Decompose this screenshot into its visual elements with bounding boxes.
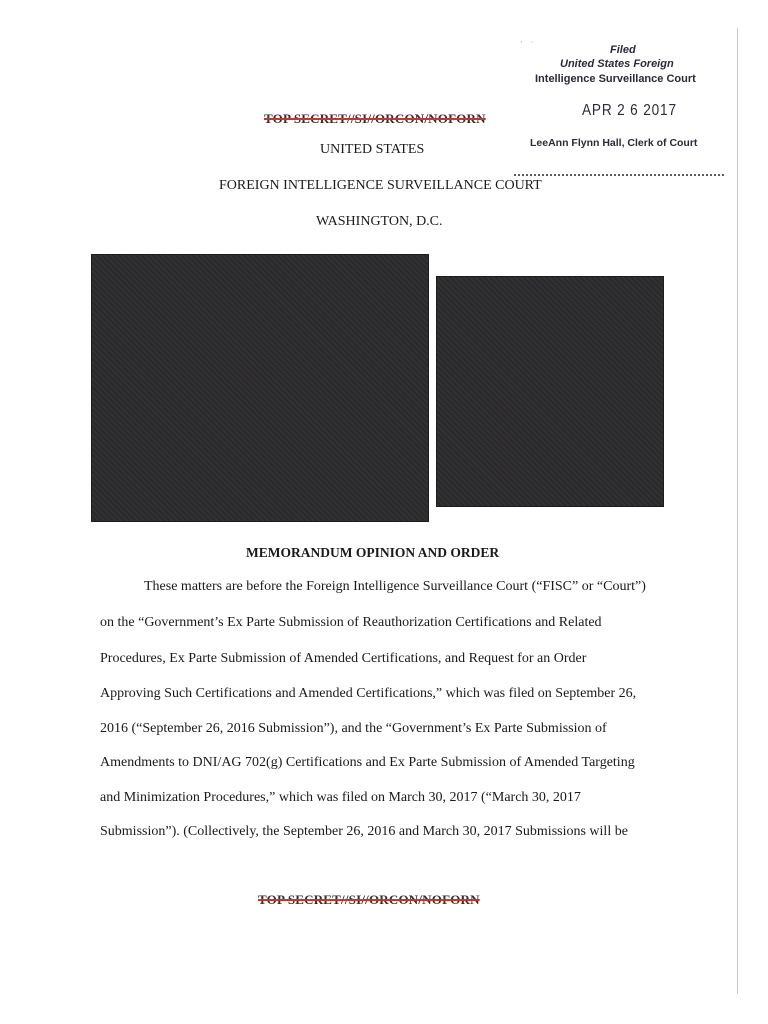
body-line: on the “Government’s Ex Parte Submission of Reauthorization Certifications and Related — [100, 615, 602, 630]
stamp-court-line1: United States Foreign — [560, 58, 674, 70]
body-line: Approving Such Certifications and Amended Certifications,” which was filed on September 26, — [100, 686, 637, 701]
body-line: Submission”). (Collectively, the September 26, 2016 and March 30, 2017 Submissions will be — [100, 824, 628, 839]
stamp-clerk: LeeAnn Flynn Hall, Clerk of Court — [530, 137, 698, 149]
court-name: FOREIGN INTELLIGENCE SURVEILLANCE COURT — [219, 178, 542, 193]
court-location: WASHINGTON, D.C. — [316, 214, 443, 229]
page-edge-line — [737, 28, 738, 994]
body-line: and Minimization Procedures,” which was filed on March 30, 2017 (“March 30, 2017 — [100, 790, 581, 805]
body-line: Amendments to DNI/AG 702(g) Certifications and Ex Parte Submission of Amended Targeting — [100, 755, 635, 770]
court-country: UNITED STATES — [320, 142, 425, 157]
stamp-filed-label: Filed — [610, 44, 636, 56]
document-title: MEMORANDUM OPINION AND ORDER — [246, 545, 500, 560]
body-line: Procedures, Ex Parte Submission of Amended Certifications, and Request for an Order — [100, 651, 587, 666]
classification-header: TOP SECRET//SI//ORCON/NOFORN — [264, 111, 486, 126]
stamp-specks: · · — [520, 38, 537, 47]
stamp-underline — [514, 174, 724, 176]
stamp-court-line2: Intelligence Surveillance Court — [535, 73, 696, 85]
stamp-date: APR 2 6 2017 — [582, 102, 677, 119]
body-line: 2016 (“September 26, 2016 Submission”), and the “Government’s Ex Parte Submission of — [100, 721, 607, 736]
redaction-block-left — [91, 254, 429, 522]
redaction-block-right — [436, 276, 664, 507]
body-line: These matters are before the Foreign Intelligence Surveillance Court (“FISC” or “Court”) — [144, 579, 646, 594]
classification-footer: TOP SECRET//SI//ORCON/NOFORN — [258, 892, 480, 907]
